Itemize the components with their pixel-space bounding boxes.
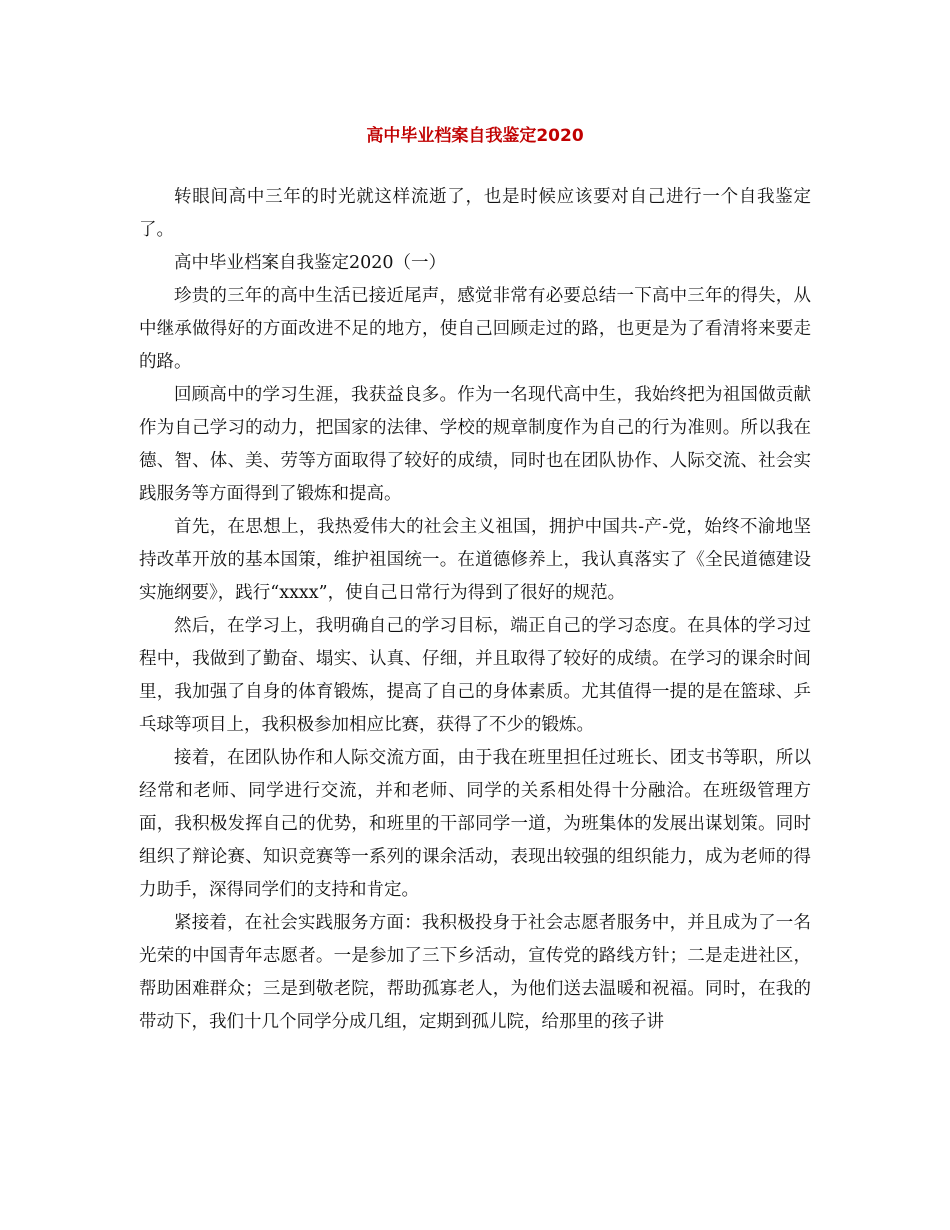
- paragraph-intro: 转眼间高中三年的时光就这样流逝了，也是时候应该要对自己进行一个自我鉴定了。: [139, 187, 811, 240]
- section-heading: 高中毕业档案自我鉴定2020（一）: [174, 253, 447, 273]
- paragraph: 紧接着，在社会实践服务方面：我积极投身于社会志愿者服务中，并且成为了一名光荣的中国青年志愿者。一是参加了三下乡活动，宣传党的路线方针；二是走进社区，帮助困难群众；三是到敬老院，帮助孤寡老人，为他们送去温暖和祝福。同时，在我的带动下，我们十几个同学分成几组，定期到孤儿院，给那里的孩子讲: [139, 913, 811, 1032]
- document-title: 高中毕业档案自我鉴定2020: [366, 126, 584, 146]
- paragraph: 然后，在学习上，我明确自己的学习目标，端正自己的学习态度。在具体的学习过程中，我做到了勤奋、塌实、认真、仔细，并且取得了较好的成绩。在学习的课余时间里，我加强了自身的体育锻炼，提高了自己的身体素质。尤其值得一提的是在篮球、乒乓球等项目上，我积极参加相应比赛，获得了不少的锻炼。: [139, 616, 811, 735]
- paragraph: 回顾高中的学习生涯，我获益良多。作为一名现代高中生，我始终把为祖国做贡献作为自己学习的动力，把国家的法律、学校的规章制度作为自己的行为准则。所以我在德、智、体、美、劳等方面取得了较好的成绩，同时也在团队协作、人际交流、社会实践服务等方面得到了锻炼和提高。: [139, 385, 811, 504]
- paragraph: 首先，在思想上，我热爱伟大的社会主义祖国，拥护中国共-产-党，始终不渝地坚持改革开放的基本国策，维护祖国统一。在道德修养上，我认真落实了《全民道德建设实施纲要》，践行“xxxx”，使自己日常行为得到了很好的规范。: [139, 517, 811, 603]
- paragraph: 珍贵的三年的高中生活已接近尾声，感觉非常有必要总结一下高中三年的得失，从中继承做得好的方面改进不足的地方，使自己回顾走过的路，也更是为了看清将来要走的路。: [139, 286, 811, 372]
- document-body: [139, 181, 811, 1039]
- paragraph: 接着，在团队协作和人际交流方面，由于我在班里担任过班长、团支书等职，所以经常和老师、同学进行交流，并和老师、同学的关系相处得十分融洽。在班级管理方面，我积极发挥自己的优势，和班里的干部同学一道，为班集体的发展出谋划策。同时组织了辩论赛、知识竞赛等一系列的课余活动，表现出较强的组织能力，成为老师的得力助手，深得同学们的支持和肯定。: [139, 748, 811, 900]
